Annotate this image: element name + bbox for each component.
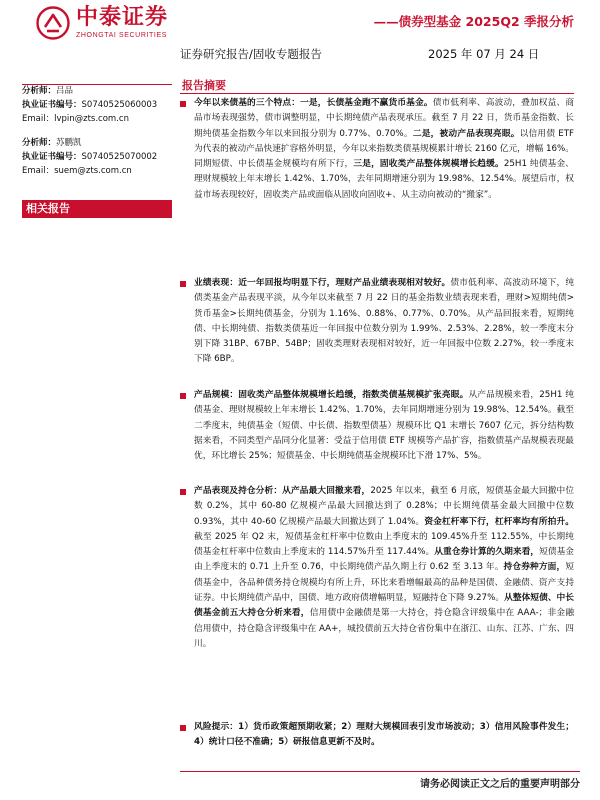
paragraph-text: 短债基金由上季度末的 0.71 上升至 0.76，中长期纯债产品久期上行 0.62 至 3.13 年。 bbox=[194, 547, 574, 573]
analyst-card bbox=[22, 84, 172, 126]
paragraph-text: 从产品规模来看，25H1 纯债基金、理财规模较上年末增长 1.42%、1.70%，去年同期增速分别为 19.98%、12.54%。截至二季度末，纯债基金（短债、中长债、指数型债基）规模环比 Q1 末增长 7607 亿元，拆分结构数据来看，不同类型产品同分化显著：受益于信用债 ETF 规模等产品扩容，指数债基产品规模表现最优，环比增长 25%；短债基金、中长期纯债基金规模环比下滑 17%、5%。 bbox=[194, 390, 574, 462]
report-type: 证券研究报告/固收专题报告 bbox=[180, 47, 322, 61]
paragraph-text: 截至 2025 年 Q2 末，短债基金杠杆率中位数由上季度末的 109.45%升至 112.55%，中长期纯债基金杠杆率中位数由上季度末的 114.57%升至 117.44%。 bbox=[194, 531, 574, 558]
summary-title: 报告摘要 bbox=[180, 78, 574, 94]
cert-label: 执业证书编号： bbox=[22, 100, 82, 110]
paragraph-text: 1）货币政策超预期收紧；2）理财大规模回表引发市场波动；3）信用风险事件发生；4）统计口径不准确；5）研报信息更新不及时。 bbox=[194, 722, 575, 748]
footer-disclaimer-note: 请务必阅读正文之后的重要声明部分 bbox=[420, 779, 580, 790]
analyst-label: 分析师： bbox=[22, 86, 57, 96]
bullet-icon bbox=[180, 281, 186, 287]
cert-number: S0740525060003 bbox=[81, 100, 158, 110]
paragraph-lead: 持仓券种方面， bbox=[503, 562, 566, 573]
paragraph-lead: 从整体短债、中长债基金前五大持仓分析来看， bbox=[194, 593, 574, 619]
analyst-email-link[interactable]: suem@zts.com.cn bbox=[54, 166, 132, 176]
analyst-label: 分析师： bbox=[22, 138, 57, 148]
footer-divider bbox=[180, 771, 580, 772]
email-label: Email： bbox=[22, 166, 55, 176]
paragraph-text: 2025 年以来，截至 6 月底，短债基金最大回撤中位数 0.2%，其中 60-80 亿规模产品最大回撤达到了 0.28%；中长期纯债基金最大回撤中位数 0.93%，其中 40-60 亿规模产品最大回撤达到了 1.04%。 bbox=[194, 486, 575, 527]
paragraph-lead: 三是，固收类产品整体规模增长趋缓。 bbox=[353, 159, 504, 170]
paragraph-lead: 从重仓券计算的久期来看， bbox=[434, 547, 540, 558]
bullet-icon bbox=[180, 489, 186, 495]
paragraph-text: 短债基金中，各品种债务持仓规模均有所上升，环比来看增幅最高的品种是国债、金融债、资产支持证券。中长期纯债产品中，国债、地方政府债增幅明显，短融持仓下降 9.27%。 bbox=[194, 562, 574, 604]
report-date: 2025 年 07 月 24 日 bbox=[428, 47, 540, 61]
analyst-email-link[interactable]: lvpin@zts.com.cn bbox=[54, 114, 129, 124]
paragraph-lead: 业绩表现：近一年回报均明显下行，理财产品业绩表现相对较好。 bbox=[194, 278, 451, 288]
paragraph-lead: 今年以来债基的三个特点：一是，长债基金跑不赢货币基金。 bbox=[194, 98, 433, 108]
summary-paragraph bbox=[180, 388, 574, 464]
analyst-name: 吕品 bbox=[56, 86, 74, 96]
analyst-name: 苏鹏凯 bbox=[56, 138, 82, 148]
paragraph-text: 信用债中金融债是第一大持仓，持仓隐含评级集中在 AAA-；非金融信用债中，持仓隐含评级集中在 AA+，城投债前五大持仓省份集中在浙江、山东、江苏、广东、四川。 bbox=[194, 608, 575, 649]
related-reports-header[interactable]: 相关报告 bbox=[22, 200, 172, 218]
paragraph-text: 25H1 纯债基金、理财规模较上年末增长 1.42%、1.70%，去年同期增速分别为 19.98%、12.54%。展望后市，权益市场表现较好，固收类产品或面临从固收向固收+、从主动向被动的“搬家”。 bbox=[194, 159, 574, 200]
logo-chinese-name: 中泰证券 bbox=[76, 5, 169, 30]
brand-logo bbox=[36, 6, 168, 40]
paragraph-lead: 产品规模：固收类产品整体规模增长趋缓，指数类债基规模扩张亮眼。 bbox=[194, 390, 469, 400]
bullet-icon bbox=[180, 393, 186, 399]
risk-warning-paragraph bbox=[180, 720, 574, 751]
summary-paragraph bbox=[180, 96, 574, 203]
cert-number: S0740525070002 bbox=[81, 152, 158, 162]
paragraph-lead: 风险提示： bbox=[194, 722, 239, 732]
report-series-title: ——债券型基金 2025Q2 季报分析 bbox=[373, 14, 574, 29]
paragraph-lead: 二是，被动产品表现亮眼。 bbox=[412, 128, 520, 139]
summary-section bbox=[180, 78, 574, 94]
sidebar-divider bbox=[22, 84, 172, 85]
paragraph-lead: 产品表现及持仓分析：从产品最大回撤来看， bbox=[194, 486, 371, 496]
bullet-icon bbox=[180, 725, 186, 731]
summary-paragraph bbox=[180, 484, 574, 652]
cert-label: 执业证书编号： bbox=[22, 152, 82, 162]
summary-paragraph bbox=[180, 276, 574, 368]
paragraph-text: 以信用债 ETF 为代表的被动产品快速扩容格外明显，今年以来指数类债基规模累计增长 2160 亿元，增幅 16%。同期短债、中长债基金规模均有所下行， bbox=[194, 128, 574, 170]
analyst-sidebar bbox=[22, 84, 172, 215]
analyst-card bbox=[22, 136, 172, 178]
zhongtai-logo-icon bbox=[36, 6, 70, 40]
paragraph-text: 债市低利率、高波动环境下，纯债类基金产品表现平淡，从今年以来截至 7 月 22 日的基金指数业绩表现来看，理财>短期纯债>货币基金>长期纯债基金，分别为 1.16%、0.88%、0.77%、0.70%。从产品回报来看，短期纯债、中长期纯债、指数类债基近一年回报中位数分别为 1.99%、2.53%、2.28%，较一季度末分别下降 31BP、67BP、54BP；固收类理财表现相对较好，近一年回报中位数 2.27%，较一季度末下降 6BP。 bbox=[194, 278, 575, 365]
bullet-icon bbox=[180, 101, 186, 107]
paragraph-lead: 资金杠杆率下行，杠杆率均有所拍升。 bbox=[424, 516, 574, 527]
email-label: Email： bbox=[22, 114, 55, 124]
paragraph-text: 债市低利率、高波动，叠加权益、商品市场表现强势，债市调整明显，中长期纯债产品表现承压。截至 7 月 22 日，货币基金指数、长期纯债基金指数今年以来回报分别为 0.77%、0.70%。 bbox=[194, 98, 575, 139]
logo-english-name: ZHONGTAI SECURITIES bbox=[76, 32, 167, 39]
report-subheader bbox=[180, 46, 574, 62]
